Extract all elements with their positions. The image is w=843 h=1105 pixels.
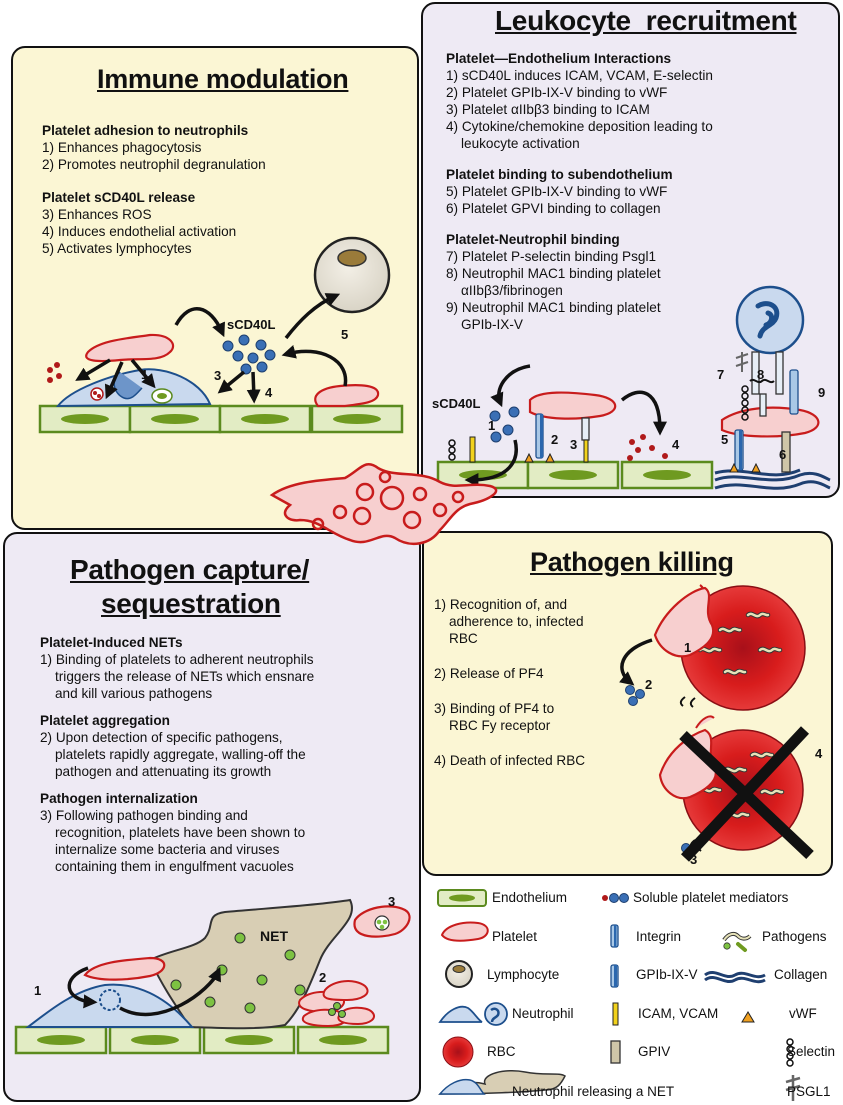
- immune-platelet-2: [315, 385, 378, 406]
- capture-item-3-cont3: containing them in engulfment vacuoles: [55, 859, 294, 874]
- leuko-num-4: 4: [672, 437, 680, 452]
- leuko-text: [446, 50, 836, 333]
- leuko-num-7: 7: [717, 367, 725, 382]
- leuko-heading-endothelium: Platelet—Endothelium Interactions: [446, 51, 672, 66]
- killing-num-3: 3: [690, 852, 698, 867]
- leuko-item-4-cont: leukocyte activation: [461, 136, 580, 151]
- capture-item-3: 3) Following pathogen binding and: [40, 808, 248, 823]
- capture-item-1-cont: triggers the release of NETs which ensnare: [55, 669, 315, 684]
- capture-item-1-cont2: and kill various pathogens: [55, 686, 213, 701]
- legend-mediators: Soluble platelet mediators: [633, 890, 789, 905]
- legend-gpib: GPIb-IX-V: [636, 967, 698, 982]
- immune-num-1: 1: [141, 367, 149, 382]
- immune-num-5: 5: [341, 327, 349, 342]
- capture-item-2-cont2: pathogen and attenuating its growth: [55, 764, 272, 779]
- capture-num-2: 2: [319, 970, 327, 985]
- immune-num-2: 2: [80, 368, 88, 383]
- immune-item-5: 5) Activates lymphocytes: [42, 241, 192, 256]
- immune-item-4: 4) Induces endothelial activation: [42, 224, 237, 239]
- leuko-num-5: 5: [721, 432, 729, 447]
- leuko-item-1: 1) sCD40L induces ICAM, VCAM, E-selectin: [446, 68, 713, 83]
- legend-net-release: Neutrophil releasing a NET: [512, 1084, 675, 1099]
- killing-rbc-1: [655, 585, 805, 710]
- legend-gpiv: GPIV: [638, 1044, 671, 1059]
- leuko-item-5: 5) Platelet GPIb-IX-V binding to vWF: [446, 184, 668, 199]
- killing-title: Pathogen killing: [530, 547, 734, 577]
- legend-vwf: vWF: [789, 1006, 817, 1021]
- leuko-item-2: 2) Platelet GPIb-IX-V binding to vWF: [446, 85, 668, 100]
- immune-scd40l-label: sCD40L: [227, 317, 276, 332]
- leuko-item-6: 6) Platelet GPVI binding to collagen: [446, 201, 661, 216]
- capture-item-2: 2) Upon detection of specific pathogens,: [40, 730, 283, 745]
- legend-icam: ICAM, VCAM: [638, 1006, 719, 1021]
- killing-item-3: 3) Binding of PF4 to: [434, 701, 555, 716]
- leuko-num-6: 6: [779, 447, 787, 462]
- capture-internalizing-platelet: [354, 906, 409, 936]
- leuko-item-8-cont: αIIbβ3/fibrinogen: [461, 283, 563, 298]
- killing-item-1-cont2: RBC: [449, 631, 478, 646]
- immune-item-3: 3) Enhances ROS: [42, 207, 152, 222]
- leuko-item-7: 7) Platelet P-selectin binding Psgl1: [446, 249, 657, 264]
- killing-num-1: 1: [684, 640, 692, 655]
- leuko-title: Leukocyte recruitment: [495, 5, 797, 36]
- killing-rbc-2: [660, 716, 810, 858]
- capture-heading-nets: Platelet-Induced NETs: [40, 635, 183, 650]
- leuko-num-1: 1: [488, 418, 496, 433]
- immune-title: Immune modulation: [97, 64, 349, 94]
- leuko-num-8: 8: [757, 367, 765, 382]
- killing-item-3-cont: RBC Fy receptor: [449, 718, 551, 733]
- capture-endothelium: [16, 1027, 388, 1053]
- immune-heading-scd40l: Platelet sCD40L release: [42, 190, 196, 205]
- legend-integrin: Integrin: [636, 929, 682, 944]
- capture-item-2-cont: platelets rapidly aggregate, walling-off the: [55, 747, 306, 762]
- capture-title-line2: sequestration: [101, 588, 281, 619]
- legend-psgl1: PSGL1: [787, 1084, 831, 1099]
- capture-item-3-cont2: internalize some bacteria and viruses: [55, 842, 280, 857]
- immune-scd40l-cluster: [223, 335, 275, 374]
- killing-item-2: 2) Release of PF4: [434, 666, 544, 681]
- leuko-item-9-cont: GPIb-IX-V: [461, 317, 523, 332]
- leuko-icam-1: [470, 437, 475, 462]
- immune-platelet-1: [86, 335, 173, 361]
- leuko-collagen: [715, 470, 830, 488]
- legend-lymphocyte: Lymphocyte: [487, 967, 560, 982]
- capture-heading-aggregation: Platelet aggregation: [40, 713, 170, 728]
- killing-text: [434, 596, 634, 769]
- immune-endothelium: [40, 406, 402, 432]
- killing-item-1-cont: adherence to, infected: [449, 614, 584, 629]
- immune-heading-adhesion: Platelet adhesion to neutrophils: [42, 123, 249, 138]
- capture-platelet-1: [85, 958, 164, 980]
- legend-icons: [438, 890, 800, 1101]
- legend-neutrophil: Neutrophil: [512, 1006, 574, 1021]
- leuko-num-2: 2: [551, 432, 559, 447]
- leuko-heading-subendothelium: Platelet binding to subendothelium: [446, 167, 673, 182]
- legend-endothelium: Endothelium: [492, 890, 568, 905]
- leuko-heading-neutrophil: Platelet-Neutrophil binding: [446, 232, 620, 247]
- leuko-item-4: 4) Cytokine/chemokine deposition leading to: [446, 119, 713, 134]
- capture-net-label: NET: [260, 928, 288, 944]
- capture-num-3: 3: [388, 894, 396, 909]
- killing-item-1: 1) Recognition of, and: [434, 597, 568, 612]
- capture-item-3-cont: recognition, platelets have been shown to: [55, 825, 306, 840]
- legend-platelet: Platelet: [492, 929, 538, 944]
- immune-granules: [47, 362, 62, 383]
- legend-rbc: RBC: [487, 1044, 516, 1059]
- killing-item-4: 4) Death of infected RBC: [434, 753, 586, 768]
- leuko-item-9: 9) Neutrophil MAC1 binding platelet: [446, 300, 661, 315]
- immune-item-1: 1) Enhances phagocytosis: [42, 140, 202, 155]
- leuko-num-3: 3: [570, 437, 578, 452]
- capture-text: [40, 634, 415, 875]
- legend-collagen: Collagen: [774, 967, 828, 982]
- legend-pathogens: Pathogens: [762, 929, 827, 944]
- leuko-num-9: 9: [818, 385, 826, 400]
- immune-num-4: 4: [265, 385, 273, 400]
- killing-num-2: 2: [645, 677, 653, 692]
- capture-heading-internalization: Pathogen internalization: [40, 791, 198, 806]
- capture-title-line1: Pathogen capture/: [70, 554, 310, 585]
- leuko-item-8: 8) Neutrophil MAC1 binding platelet: [446, 266, 661, 281]
- capture-item-1: 1) Binding of platelets to adherent neutrophils: [40, 652, 314, 667]
- leuko-scd40l-label: sCD40L: [432, 396, 481, 411]
- immune-text: [42, 122, 402, 257]
- killing-num-4: 4: [815, 746, 823, 761]
- leuko-selectin-left: [449, 440, 455, 460]
- legend-selectin: Selectin: [787, 1044, 836, 1059]
- leuko-item-3: 3) Platelet αIIbβ3 binding to ICAM: [446, 102, 650, 117]
- immune-num-3: 3: [214, 368, 222, 383]
- leuko-chemokines: [627, 434, 668, 461]
- immune-item-2: 2) Promotes neutrophil degranulation: [42, 157, 266, 172]
- capture-num-1: 1: [34, 983, 42, 998]
